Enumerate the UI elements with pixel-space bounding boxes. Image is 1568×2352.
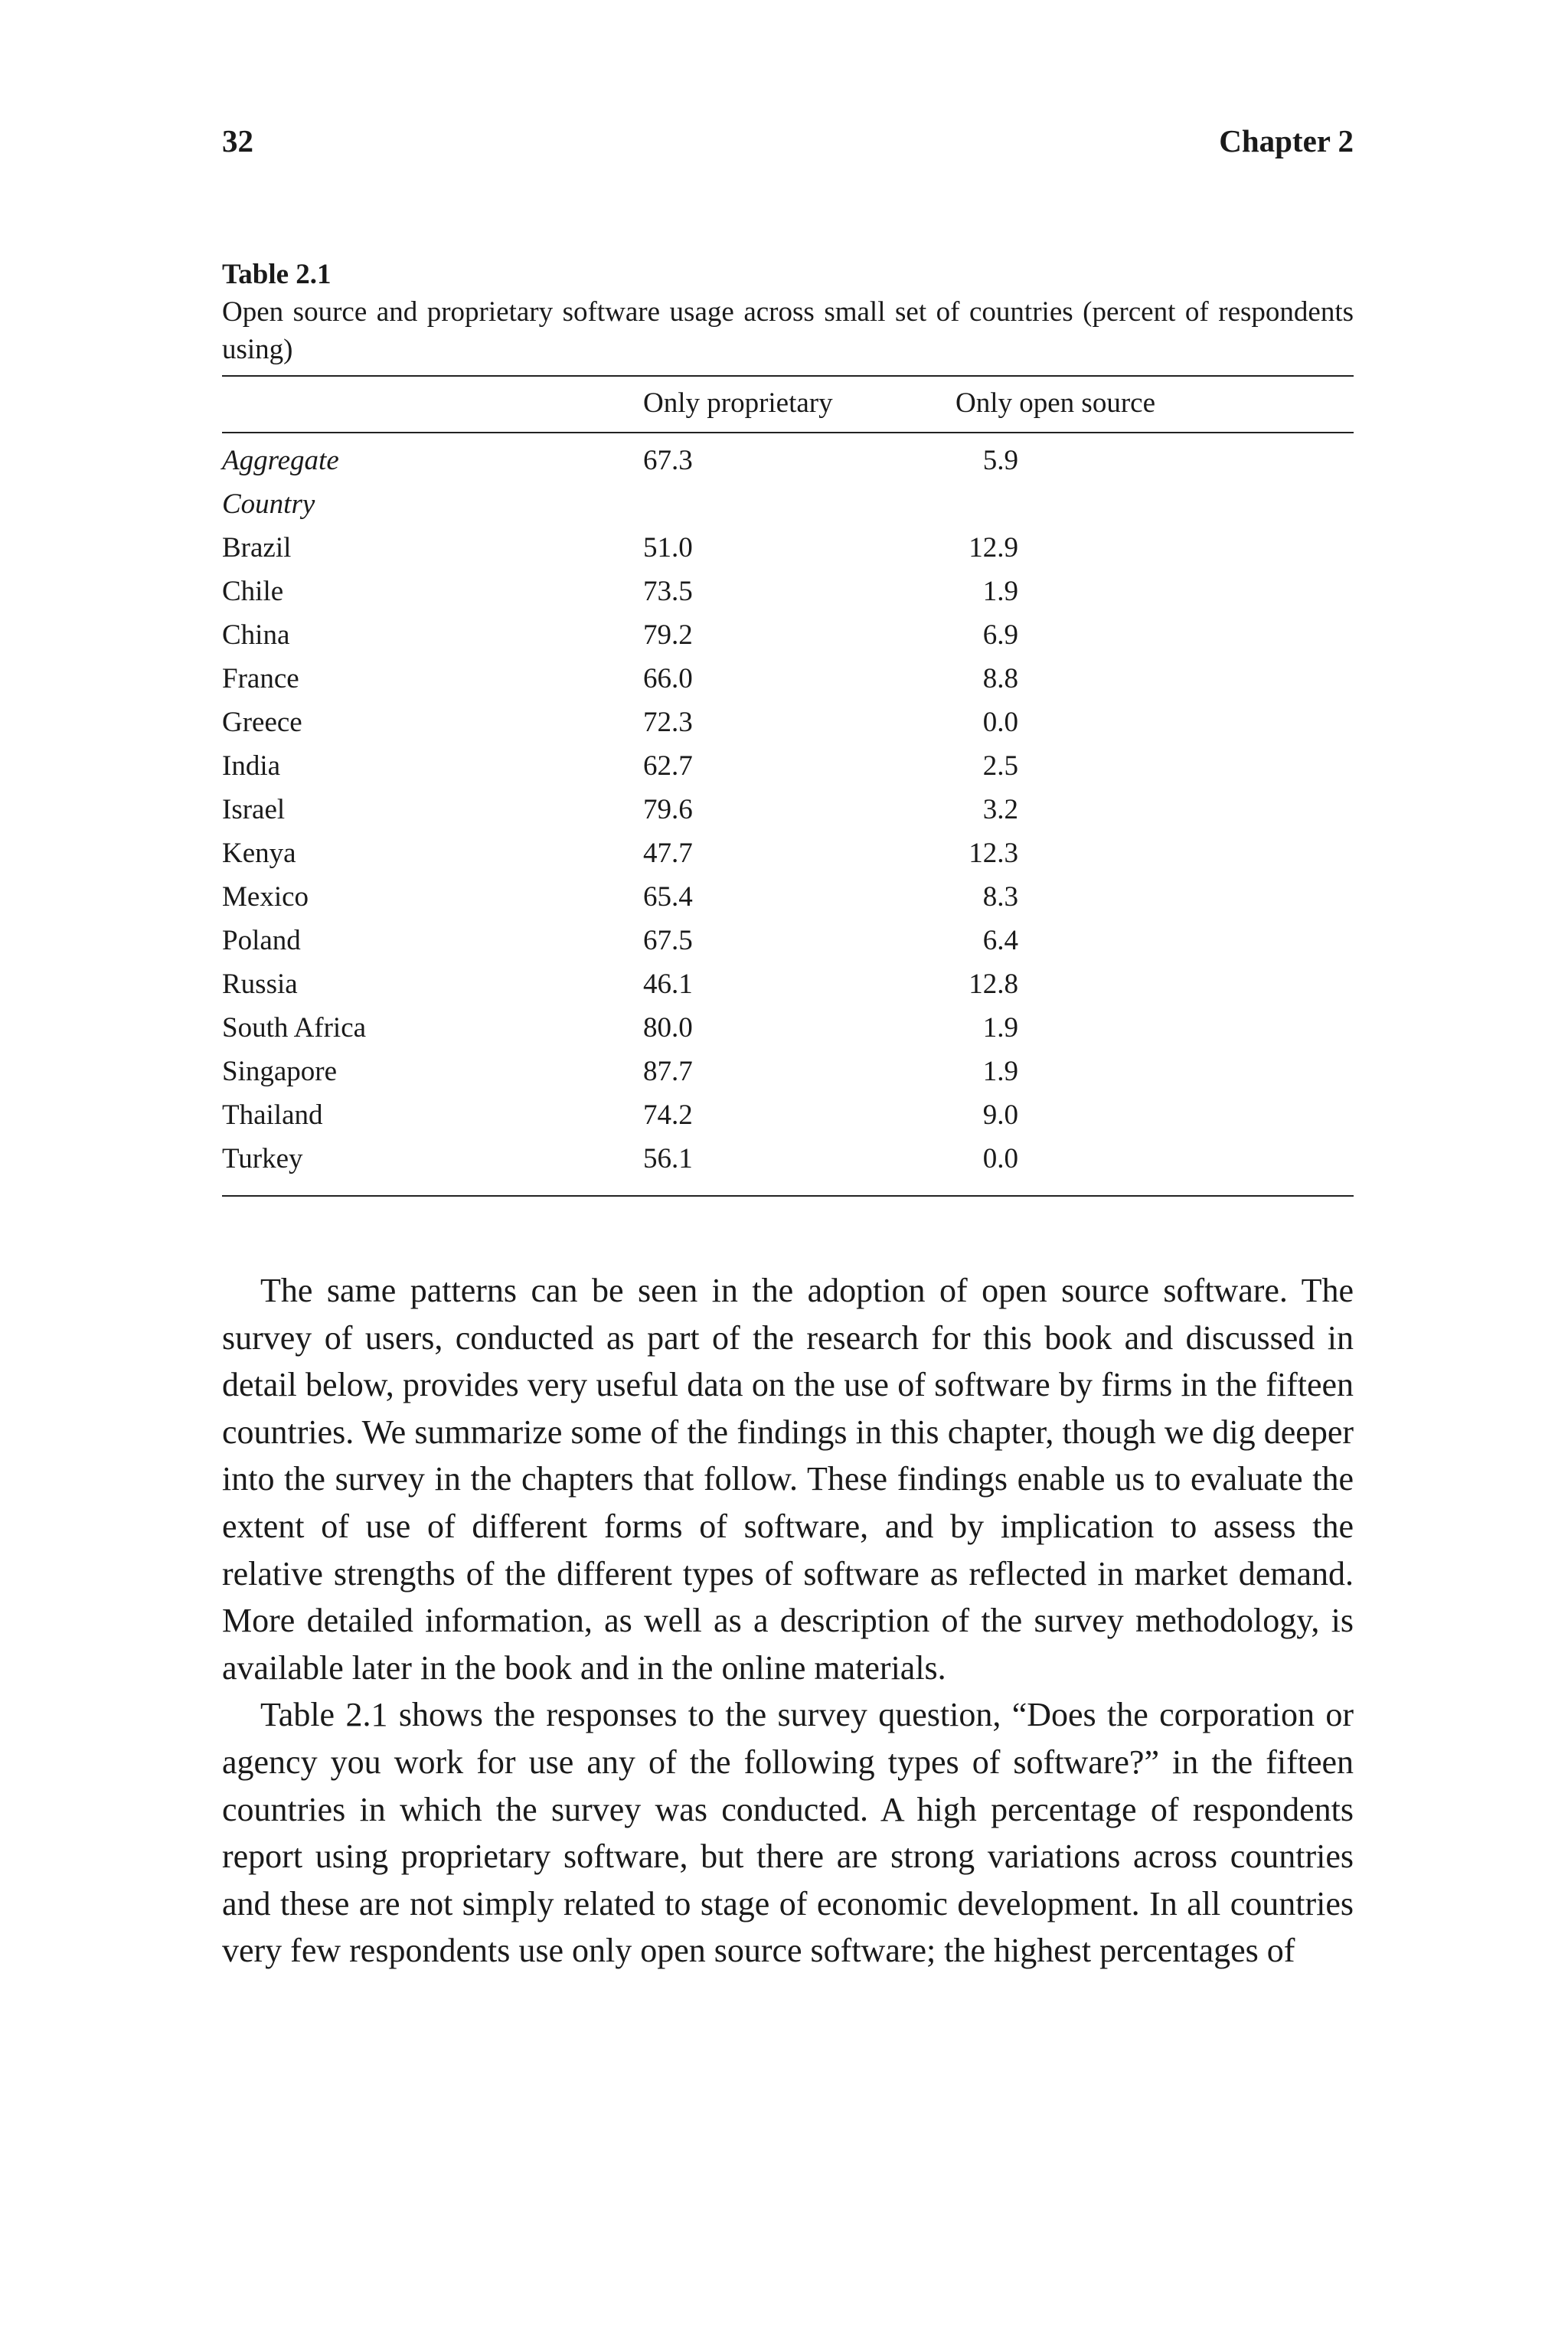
proprietary-value: 65.4 <box>643 881 693 913</box>
proprietary-value: 67.5 <box>643 925 693 956</box>
table-top-rule <box>222 375 1354 377</box>
open-source-value: 9.0 <box>982 1099 1018 1131</box>
table-row <box>222 878 1354 922</box>
country-rows <box>222 529 1354 1184</box>
table-row <box>222 1053 1354 1096</box>
country-name: France <box>222 663 299 694</box>
page-number: 32 <box>222 123 253 158</box>
country-name: Singapore <box>222 1056 338 1087</box>
open-source-value: 1.9 <box>982 576 1018 607</box>
aggregate-open-source-value: 5.9 <box>982 445 1018 476</box>
country-name: Poland <box>222 925 301 956</box>
open-source-value: 8.8 <box>982 663 1018 694</box>
open-source-value: 1.9 <box>982 1012 1018 1044</box>
open-source-value: 6.4 <box>982 925 1018 956</box>
chapter-label: Chapter 2 <box>1219 123 1354 158</box>
table-row <box>222 922 1354 965</box>
proprietary-value: 47.7 <box>643 838 693 869</box>
open-source-value: 12.3 <box>969 838 1018 869</box>
open-source-value: 12.9 <box>969 532 1018 564</box>
table-body <box>222 442 1354 1184</box>
open-source-value: 8.3 <box>982 881 1018 913</box>
open-source-value: 2.5 <box>982 750 1018 782</box>
proprietary-value: 79.2 <box>643 619 693 651</box>
table-row <box>222 529 1354 573</box>
country-name: China <box>222 619 290 651</box>
table-row <box>222 660 1354 704</box>
proprietary-value: 73.5 <box>643 576 693 607</box>
table-row <box>222 835 1354 878</box>
country-name: Turkey <box>222 1143 303 1174</box>
country-name: Russia <box>222 969 298 1000</box>
table-row <box>222 573 1354 616</box>
proprietary-value: 74.2 <box>643 1099 693 1131</box>
body-paragraph-2: Table 2.1 shows the responses to the survey question, “Does the corporation or agency you work for use any of the following types of software?” in the fifteen countries in which the survey was conducted. A high percentage of respondents report using proprietary software, but there are strong variations across countries and these are not simply related to stage of economic development. In all countries very few respondents use only open source software; the highest percentages of <box>222 1696 1354 1970</box>
open-source-value: 12.8 <box>969 969 1018 1000</box>
table-number: Table 2.1 <box>222 259 332 290</box>
column-header-proprietary: Only proprietary <box>643 387 833 419</box>
proprietary-value: 56.1 <box>643 1143 693 1174</box>
proprietary-value: 80.0 <box>643 1012 693 1044</box>
table-row <box>222 1140 1354 1184</box>
body-paragraph-1: The same patterns can be seen in the adoption of open source software. The survey of users, conducted as part of the research for this book and discussed in detail below, provides very useful data on the use of software by firms in the fifteen countries. We summarize some of the findings in this chapter, though we dig deeper into the survey in the chapters that follow. These findings enable us to evaluate the extent of use of different forms of software, and by implication to assess the relative strengths of the different types of software as reflected in market demand. More detailed information, as well as a description of the survey methodology, is available later in the book and in the online materials. <box>222 1272 1354 1687</box>
table-caption <box>222 256 1354 368</box>
table-row <box>222 1009 1354 1053</box>
proprietary-value: 46.1 <box>643 969 693 1000</box>
proprietary-value: 87.7 <box>643 1056 693 1087</box>
running-head <box>222 122 1354 168</box>
column-header-open-source: Only open source <box>956 387 1155 419</box>
table-row <box>222 747 1354 791</box>
open-source-value: 0.0 <box>982 1143 1018 1174</box>
open-source-value: 3.2 <box>982 794 1018 825</box>
aggregate-row <box>222 442 1354 485</box>
open-source-value: 0.0 <box>982 707 1018 738</box>
proprietary-value: 62.7 <box>643 750 693 782</box>
proprietary-value: 51.0 <box>643 532 693 564</box>
table-bottom-rule <box>222 1195 1354 1197</box>
country-name: Thailand <box>222 1099 323 1131</box>
body-text <box>222 1267 1354 1975</box>
country-name: India <box>222 750 281 782</box>
table-row <box>222 704 1354 747</box>
proprietary-value: 66.0 <box>643 663 693 694</box>
country-section-label: Country <box>222 488 315 520</box>
table-row <box>222 616 1354 660</box>
table-row <box>222 1096 1354 1140</box>
country-name: Israel <box>222 794 286 825</box>
open-source-value: 1.9 <box>982 1056 1018 1087</box>
country-name: Brazil <box>222 532 292 564</box>
table-header-rule <box>222 432 1354 433</box>
country-section-row <box>222 485 1354 529</box>
country-name: Kenya <box>222 838 296 869</box>
table-title: Open source and proprietary software usage across small set of countries (percent of respondents using) <box>222 296 1354 365</box>
aggregate-label: Aggregate <box>222 445 339 476</box>
country-name: Chile <box>222 576 284 607</box>
country-name: Mexico <box>222 881 309 913</box>
aggregate-proprietary-value: 67.3 <box>643 445 693 476</box>
proprietary-value: 72.3 <box>643 707 693 738</box>
table-row <box>222 965 1354 1009</box>
country-name: South Africa <box>222 1012 367 1044</box>
table-row <box>222 791 1354 835</box>
proprietary-value: 79.6 <box>643 794 693 825</box>
country-name: Greece <box>222 707 302 738</box>
open-source-value: 6.9 <box>982 619 1018 651</box>
